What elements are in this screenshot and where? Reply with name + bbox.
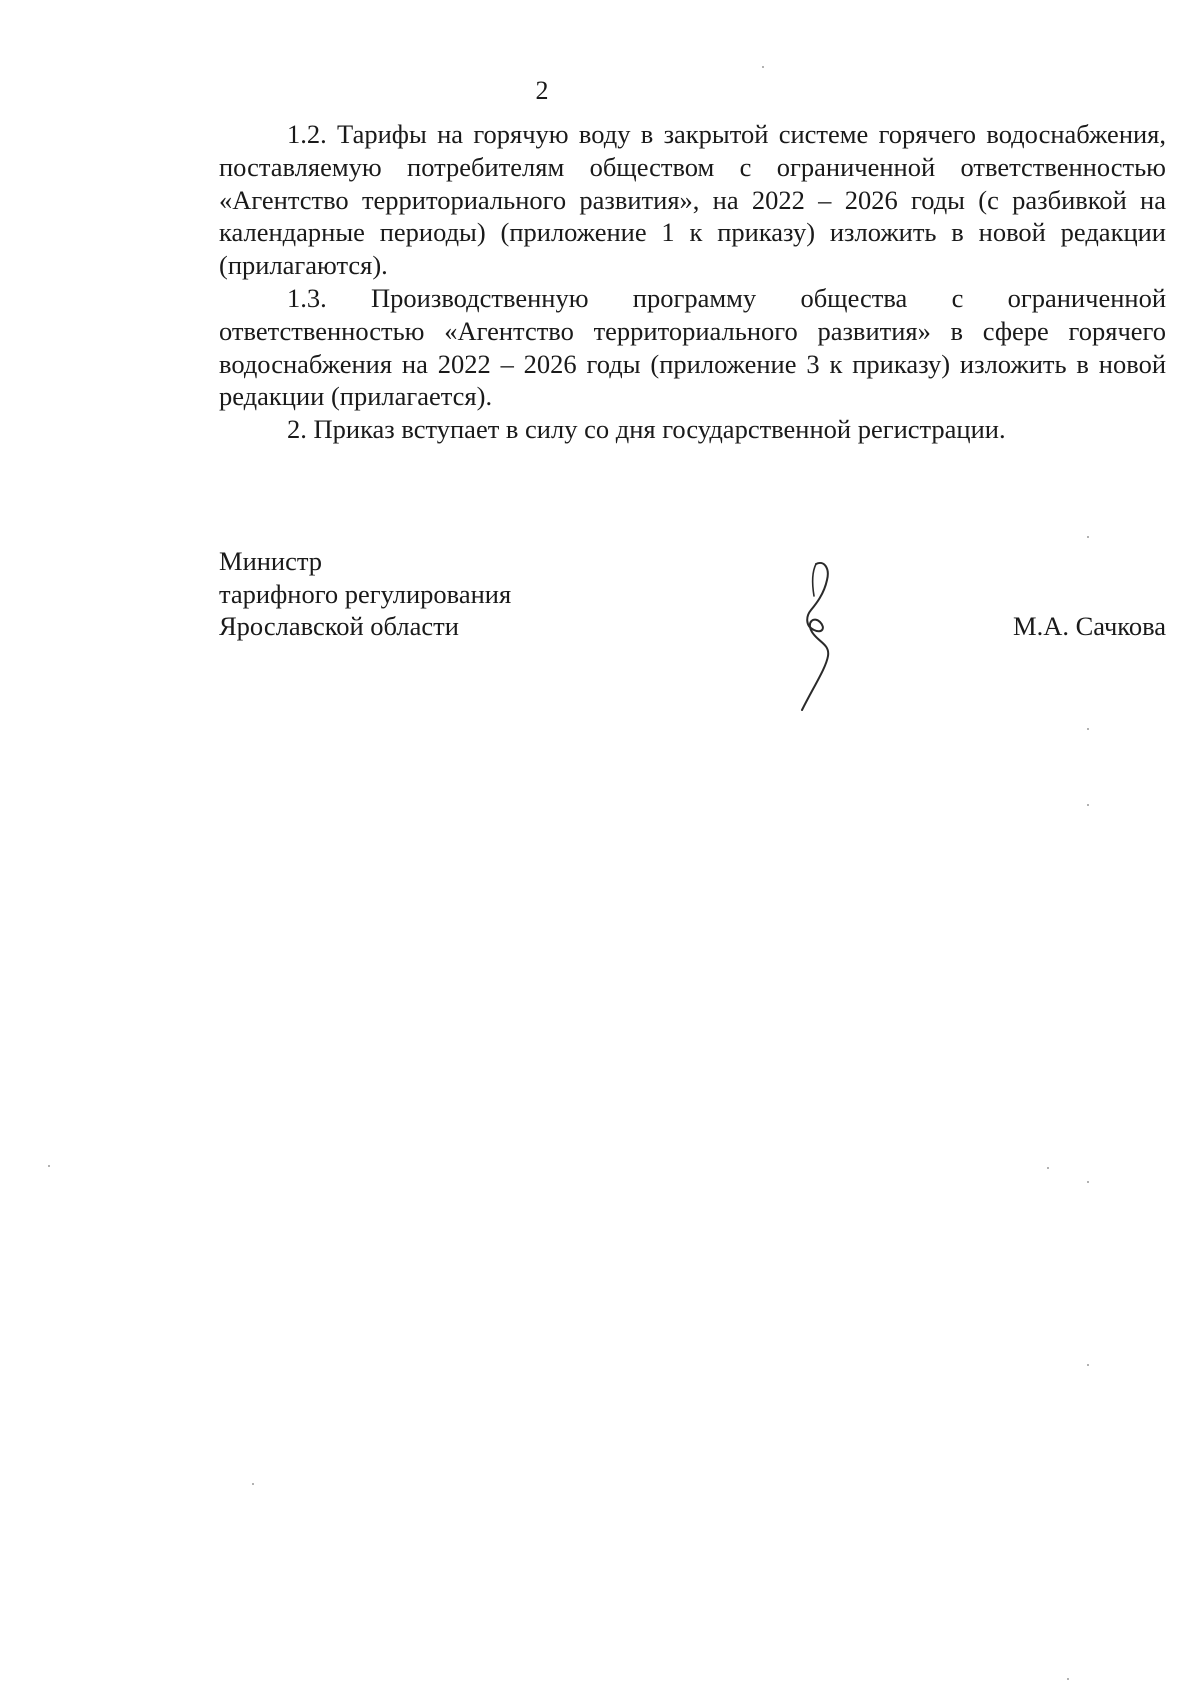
signer-position (219, 545, 511, 643)
position-line-2: тарифного регулирования (219, 578, 512, 609)
signature-block (219, 545, 1166, 725)
paragraph-1-3: 1.3. Производственную программу общества с ограниченной ответственностью «Агентство территориального развития» в сфере горячего водоснабжения на 2022 – 2026 годы (приложение 3 к приказу) изложить в новой редакции (прилагается). (219, 282, 1166, 412)
scan-speck (1067, 1678, 1069, 1680)
page-number-text: 2 (535, 76, 549, 105)
scan-speck (1087, 1364, 1089, 1366)
position-line-1: Министр (219, 546, 323, 576)
scan-speck (762, 66, 764, 68)
scan-speck (1087, 536, 1089, 538)
scan-speck (1087, 804, 1089, 806)
scan-speck (1087, 1181, 1089, 1183)
position-line-3: Ярославской области (219, 611, 459, 641)
paragraph-1-2: 1.2. Тарифы на горячую воду в закрытой системе горячего водоснабжения, поставляемую потребителям обществом с ограниченной ответственностью «Агентство территориального развития», на 2022 – 2026 годы (с разбивкой на календарные периоды) (приложение 1 к приказу) изложить в новой редакции (прилагаются). (219, 119, 1166, 281)
document-body (219, 118, 1166, 446)
scan-speck (48, 1165, 50, 1167)
signer-name: М.А. Сачкова (1013, 611, 1166, 641)
page-number (0, 76, 1200, 106)
handwritten-signature (794, 558, 884, 718)
scan-speck (1087, 728, 1089, 730)
scan-speck (252, 1483, 254, 1485)
scan-speck (1047, 1167, 1049, 1169)
paragraph-2: 2. Приказ вступает в силу со дня государственной регистрации. (287, 414, 1006, 445)
